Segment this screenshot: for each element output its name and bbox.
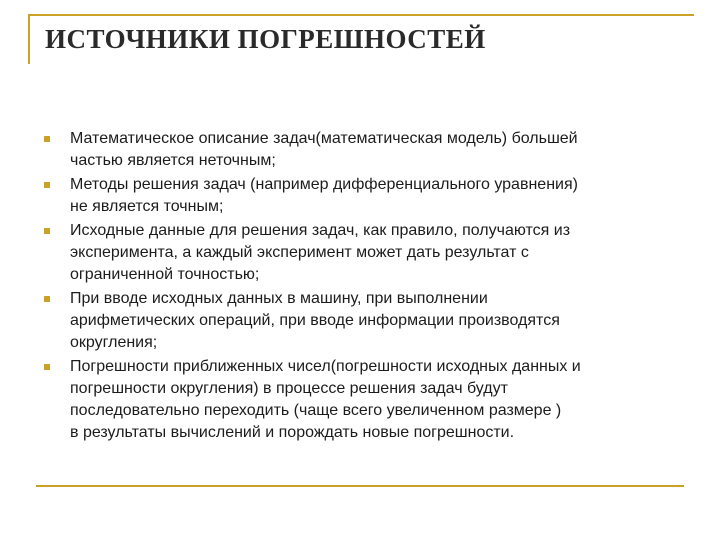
- bottom-divider: [36, 485, 684, 487]
- bullet-text: Математическое описание задач(математическая модель) большей частью является неточным;: [70, 130, 578, 169]
- bullet-text: Погрешности приближенных чисел(погрешности исходных данных и погрешности округления) в процессе решения задач будут последовательно переходить (чаще всего увеличенном размере ) в результаты вычислений и порождать новые погрешности.: [70, 358, 581, 441]
- top-divider: [28, 14, 694, 16]
- square-bullet-icon: [44, 364, 50, 370]
- square-bullet-icon: [44, 296, 50, 302]
- bullet-list: [44, 128, 690, 446]
- bullet-item: [44, 174, 690, 218]
- bullet-text: При вводе исходных данных в машину, при выполнении арифметических операций, при вводе информации производятся округления;: [70, 290, 560, 351]
- bullet-item: [44, 128, 690, 172]
- slide-title: ИСТОЧНИКИ ПОГРЕШНОСТЕЙ: [45, 24, 486, 54]
- bullet-item: [44, 220, 690, 286]
- bullet-text: Методы решения задач (например дифференциального уравнения) не является точным;: [70, 176, 578, 215]
- square-bullet-icon: [44, 228, 50, 234]
- left-divider: [28, 14, 30, 64]
- square-bullet-icon: [44, 182, 50, 188]
- bullet-text: Исходные данные для решения задач, как правило, получаются из эксперимента, а каждый эксперимент может дать результат с ограниченной точностью;: [70, 222, 571, 283]
- bullet-item: [44, 356, 690, 444]
- bullet-item: [44, 288, 690, 354]
- square-bullet-icon: [44, 136, 50, 142]
